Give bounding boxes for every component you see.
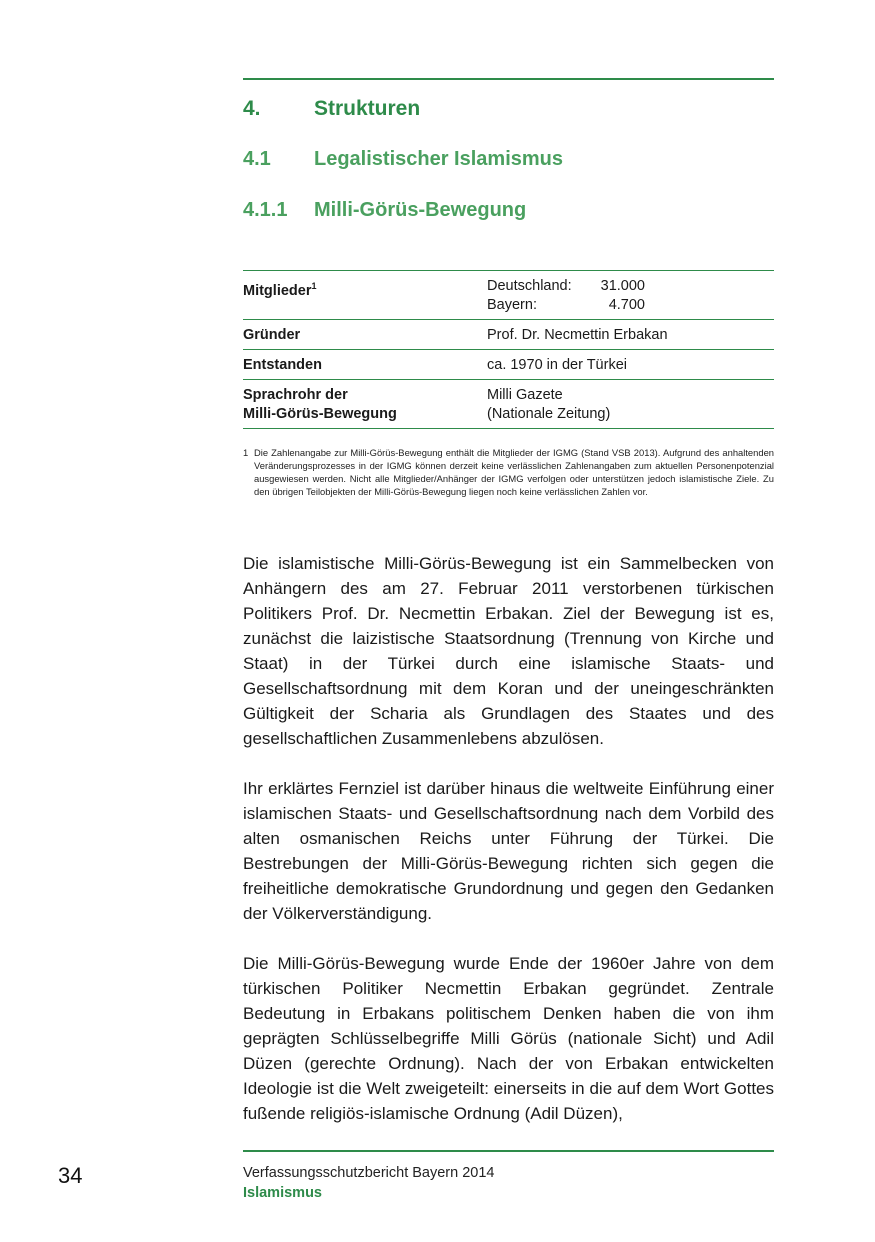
- members-label: Mitglieder$^1$: [243, 281, 317, 299]
- body-paragraph-2: Ihr erklärtes Fernziel ist darüber hinaus die weltweite Einführung einer islamischen Staats- und Gesellschaftsordnung nach dem Vorbild des alten osmanischen Reichs unter Führung der Türkei. Die Bestrebungen der Milli-Görüs-Bewegung richten sich gegen die freiheitliche demokratische Grundordnung und gegen den Gedanken der Völkerverständigung.: [243, 779, 774, 923]
- members-by-value: 4.700: [608, 297, 645, 313]
- organ-label-line2: Milli-Görüs-Bewegung: [243, 406, 397, 422]
- founder-label: Gründer: [243, 327, 301, 343]
- organ-label-line1: Sprachrohr der: [243, 387, 348, 403]
- footer-report-title: Verfassungsschutzbericht Bayern 2014: [243, 1165, 495, 1181]
- heading-chapter: [243, 97, 420, 121]
- heading-subsection-number: 4.1.1: [243, 199, 288, 221]
- heading-section-number: 4.1: [243, 148, 271, 170]
- heading-chapter-number: 4.: [243, 97, 261, 120]
- members-by-label: Bayern:: [487, 297, 537, 313]
- facts-row-founder: [243, 320, 774, 350]
- members-de-label: Deutschland:: [487, 278, 572, 294]
- heading-subsection: [243, 199, 526, 222]
- facts-row-members: [243, 271, 774, 320]
- top-rule: [243, 78, 774, 80]
- body-paragraph-3: Die Milli-Görüs-Bewegung wurde Ende der 1960er Jahre von dem türkischen Politiker Necmettin Erbakan gegründet. Zentrale Bedeutung in Erbakans politischem Denken haben die von ihm geprägten Schlüsselbegriffe Milli Görüs (nationale Sicht) und Adil Düzen (gerechte Ordnung). Nach der von Erbakan entwickelten Ideologie ist die Welt zweigeteilt: einerseits in die auf dem Wort Gottes fußende religiös-islamische Ordnung (Adil Düzen),: [243, 954, 774, 1123]
- footnote-text: Die Zahlenangabe zur Milli-Görüs-Bewegung enthält die Mitglieder der IGMG (Stand VSB 2013). Aufgrund des anhaltenden Veränderungsprozesses in der IGMG können derzeit keine verlässlichen Zahlenangaben zum aktuellen Personenpotenzial ausgewiesen werden. Nicht alle Mitglieder/Anhänger der IGMG verfolgen oder unterstützen jedoch islamistische Ziele. Zu den übrigen Teilobjekten der Milli-Görüs-Bewegung liegen noch keine verlässlichen Zahlen vor.: [254, 447, 774, 497]
- members-de-value: 31.000: [600, 278, 645, 294]
- page-number: 34: [58, 1163, 83, 1188]
- facts-row-organ: [243, 380, 774, 429]
- organ-value-line1: Milli Gazete: [487, 387, 563, 403]
- heading-section-text: Legalistischer Islamismus: [314, 148, 564, 170]
- founded-label: Entstanden: [243, 357, 322, 373]
- footnote-number: 1: [243, 447, 249, 458]
- footer-section-name: Islamismus: [243, 1185, 322, 1201]
- body-paragraph-1: Die islamistische Milli-Görüs-Bewegung ist ein Sammelbecken von Anhängern des am 27. Februar 2011 verstorbenen türkischen Politikers Prof. Dr. Necmettin Erbakan. Ziel der Bewegung ist es, zunächst die laizistische Staatsordnung (Trennung von Kirche und Staat) in der Türkei durch eine islamische Staats- und Gesellschaftsordnung mit dem Koran und der uneingeschränkten Gültigkeit der Scharia als Grundlagen des Staates und des gesellschaftlichen Zusammenlebens abzulösen.: [243, 554, 774, 748]
- facts-table: [243, 270, 774, 429]
- members-value: [487, 271, 774, 320]
- heading-section: [243, 148, 563, 171]
- facts-row-founded: [243, 350, 774, 380]
- founder-value: Prof. Dr. Necmettin Erbakan: [487, 327, 668, 343]
- footnote: [243, 446, 774, 498]
- heading-chapter-text: Strukturen: [314, 97, 421, 120]
- founded-value: ca. 1970 in der Türkei: [487, 357, 627, 373]
- organ-value: [487, 380, 774, 429]
- footnote-ref: 1: [311, 281, 317, 291]
- heading-subsection-text: Milli-Görüs-Bewegung: [314, 199, 527, 221]
- organ-label: [243, 380, 487, 429]
- organ-value-line2: (Nationale Zeitung): [487, 406, 611, 422]
- footer-rule: [243, 1150, 774, 1152]
